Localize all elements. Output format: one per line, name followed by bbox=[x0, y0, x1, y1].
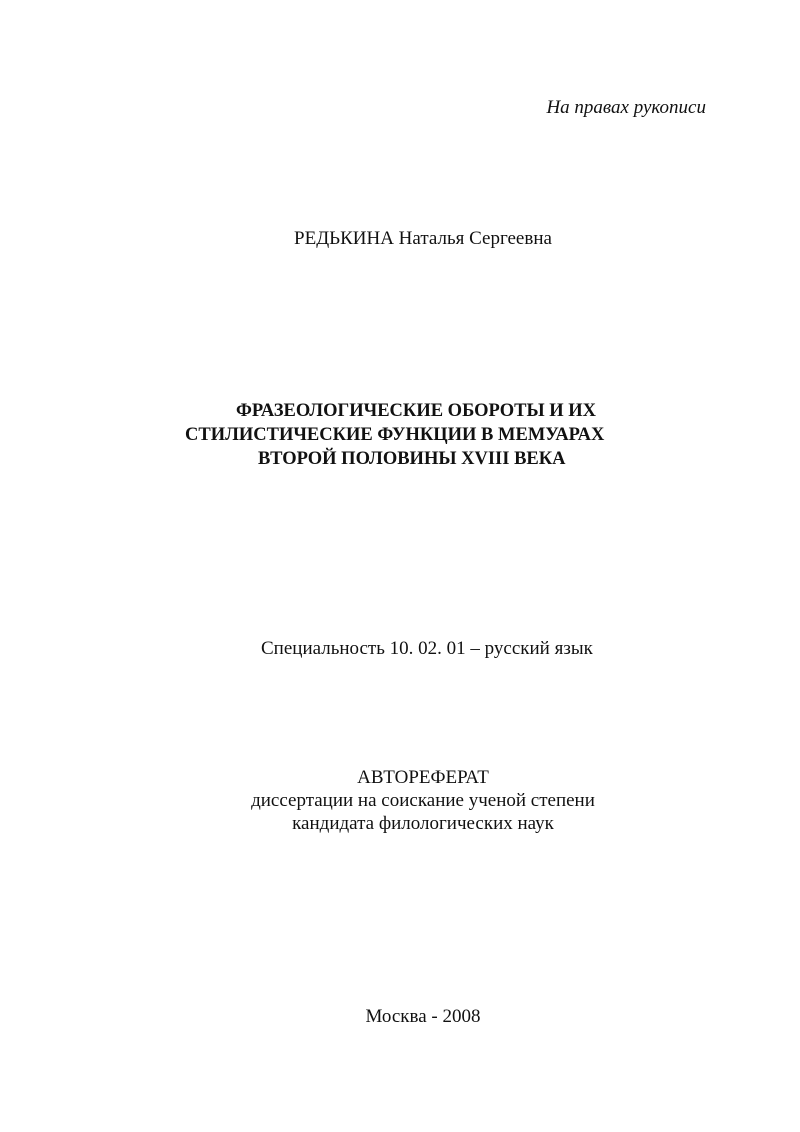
author-name: РЕДЬКИНА Наталья Сергеевна bbox=[294, 228, 552, 249]
abstract-heading: АВТОРЕФЕРАТ bbox=[357, 767, 489, 788]
dissertation-title-line-1: ФРАЗЕОЛОГИЧЕСКИЕ ОБОРОТЫ И ИХ bbox=[236, 401, 597, 421]
manuscript-rights-note: На правах рукописи bbox=[546, 97, 706, 118]
dissertation-title-line-2: СТИЛИСТИЧЕСКИЕ ФУНКЦИИ В МЕМУАРАХ bbox=[185, 425, 605, 445]
abstract-description-line-1: диссертации на соискание ученой степени bbox=[251, 790, 595, 811]
place-and-year: Москва - 2008 bbox=[365, 1006, 481, 1027]
speciality-line: Специальность 10. 02. 01 – русский язык bbox=[261, 638, 593, 659]
dissertation-title-line-3: ВТОРОЙ ПОЛОВИНЫ XVIII ВЕКА bbox=[258, 449, 566, 469]
abstract-block bbox=[0, 766, 800, 835]
place-year-block bbox=[0, 1006, 800, 1028]
abstract-description-line-2: кандидата филологических наук bbox=[292, 813, 554, 834]
